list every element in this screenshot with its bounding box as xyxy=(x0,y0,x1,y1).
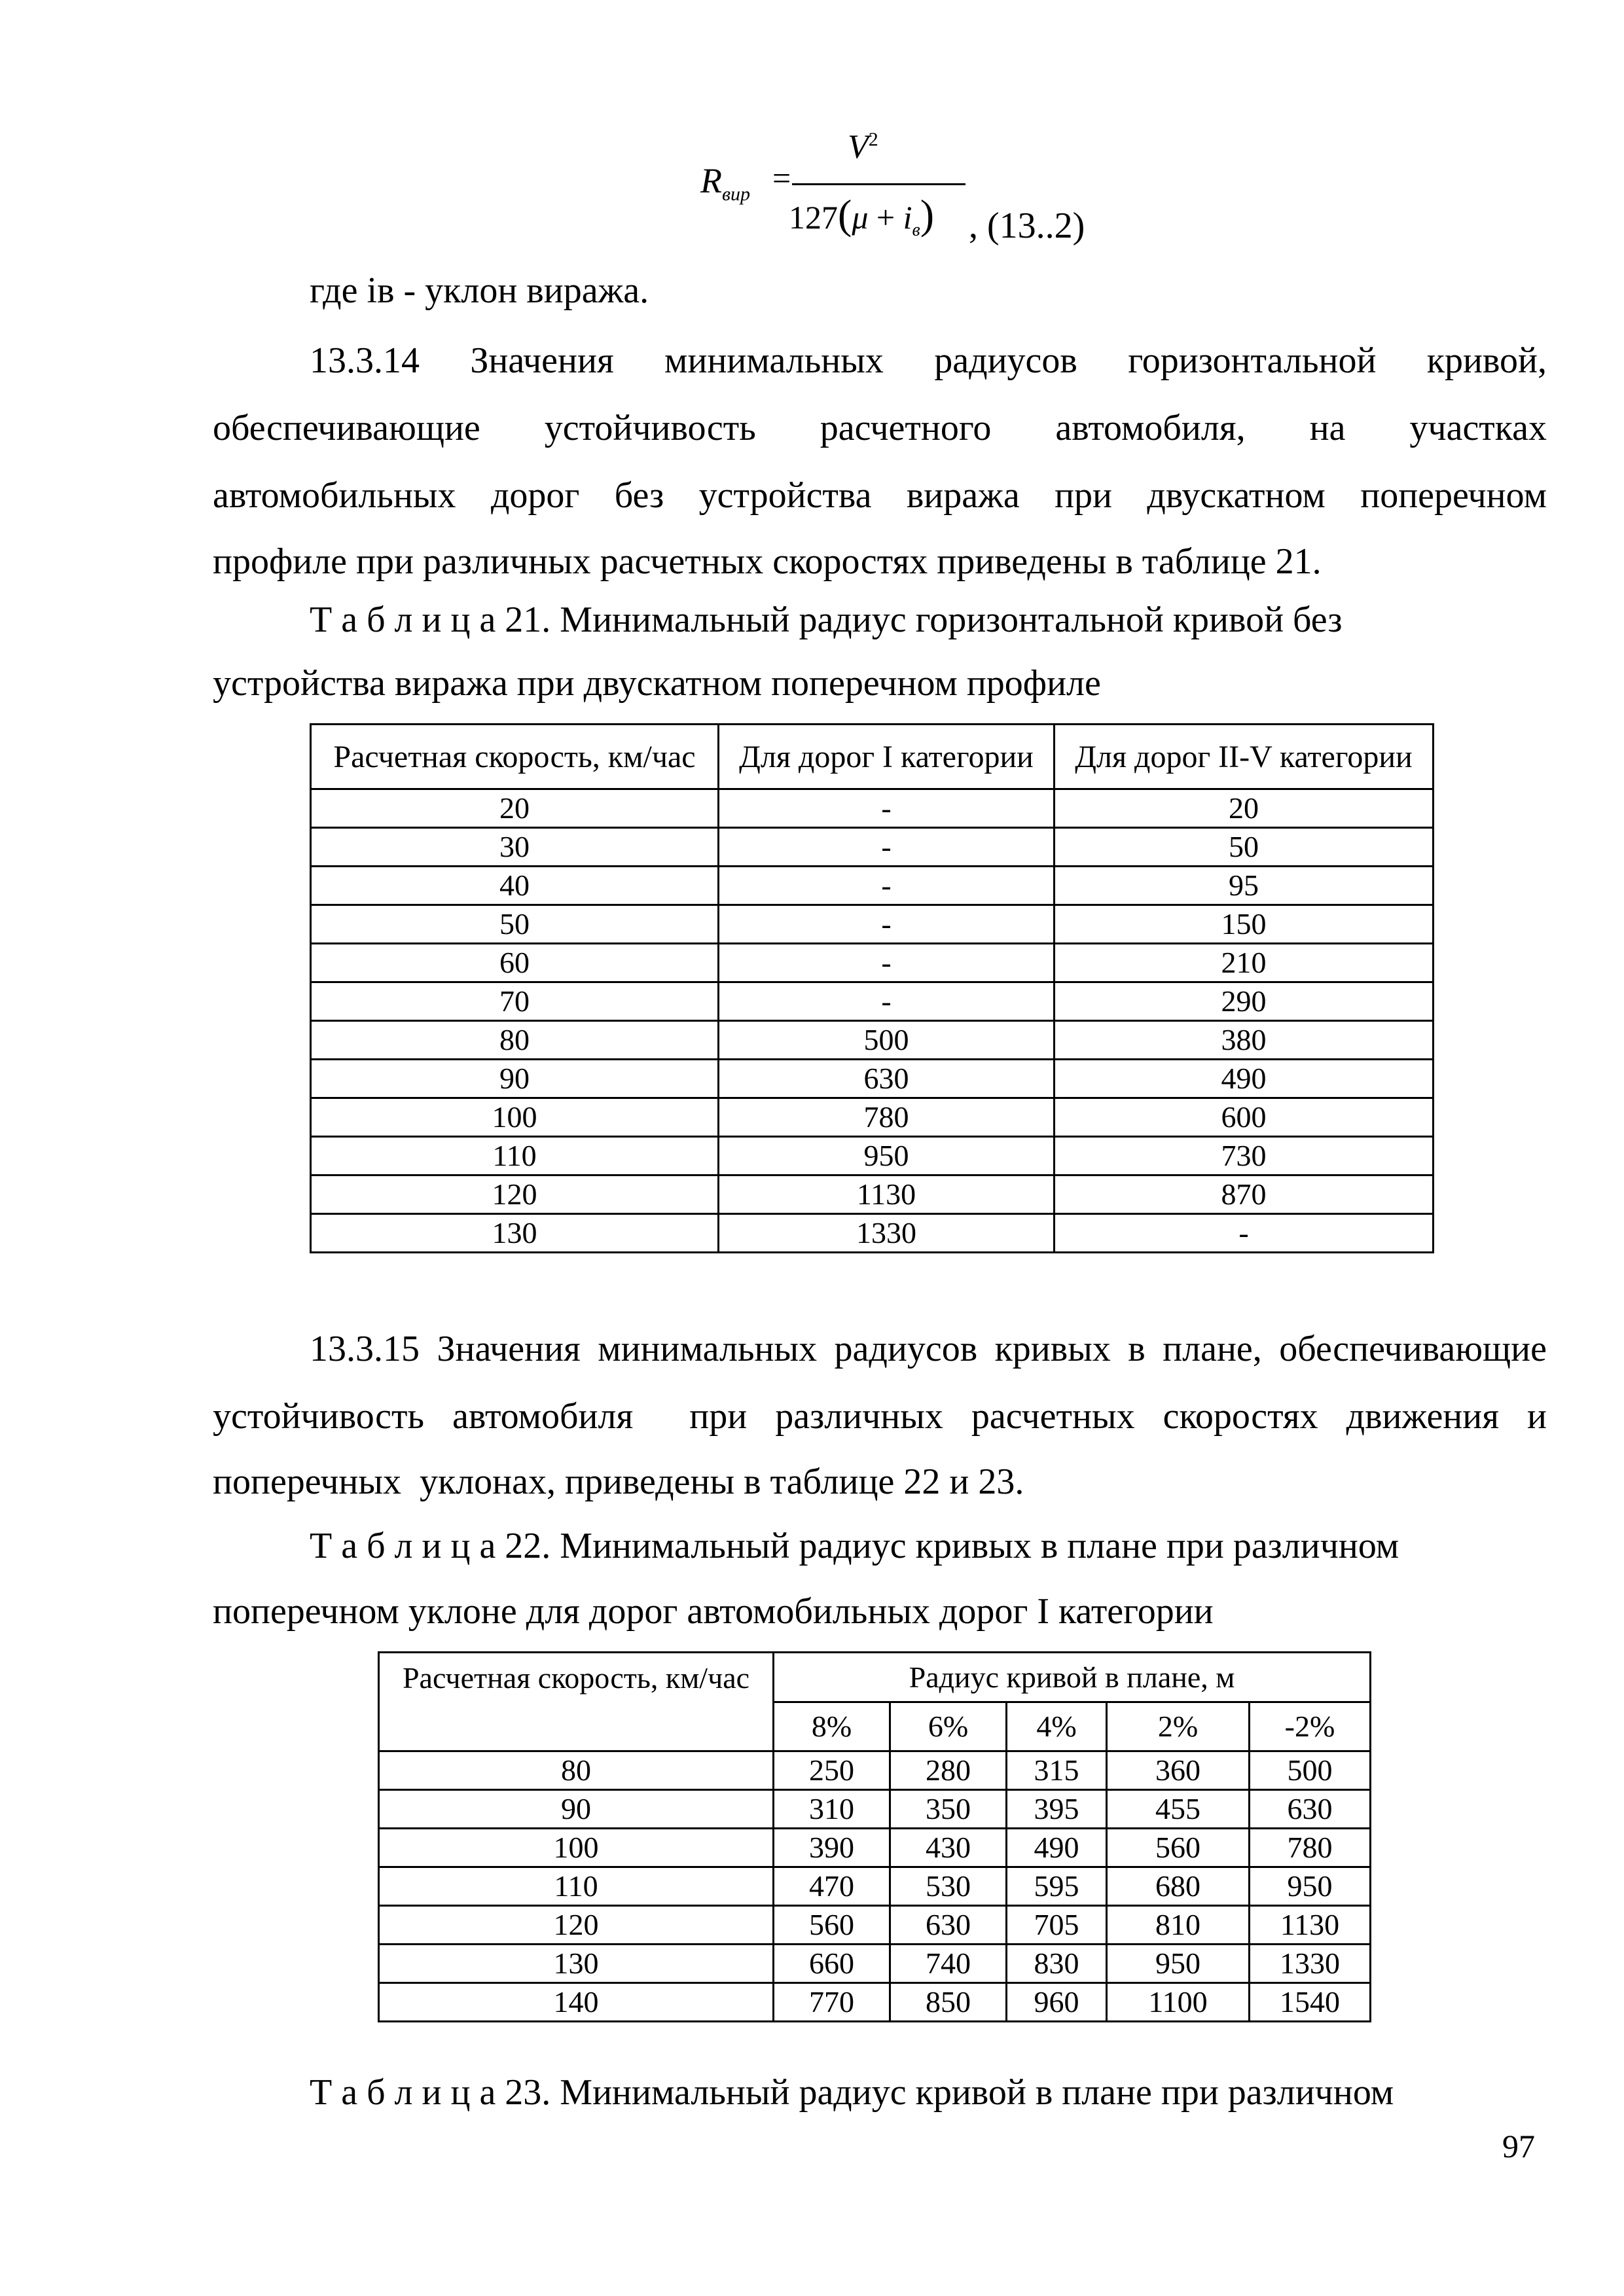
formula-denominator: $127(\mu + i_в)$ xyxy=(789,191,934,240)
formula xyxy=(694,128,1100,259)
table21-caption-line2: устройства виража при двускатном поперечном профиле xyxy=(213,663,1101,704)
header-category-2-5: Для дорог II-V категории xyxy=(1055,725,1434,789)
header-category-1: Для дорог I категории xyxy=(719,725,1055,789)
table-row: 40 - 95 xyxy=(311,867,1434,905)
para-13-3-14-line4: профиле при различных расчетных скоростях приведены в таблице 21. xyxy=(213,541,1322,582)
header-slope: 4% xyxy=(1007,1702,1107,1751)
header-radius-group: Радиус кривой в плане, м xyxy=(774,1653,1371,1702)
where-line: где iв - уклон виража. xyxy=(310,270,649,311)
page-number: 97 xyxy=(1502,2128,1535,2164)
table-21 xyxy=(310,723,1434,1253)
formula-equals: = xyxy=(772,160,791,196)
para-13-3-15-line1: 13.3.15 Значения минимальных радиусов кривых в плане, обеспечивающие xyxy=(310,1329,1547,1369)
table-row: 110 950 730 xyxy=(311,1137,1434,1175)
table-row: 140 770 850 960 1100 1540 xyxy=(379,1983,1371,2022)
para-13-3-15-line2: устойчивость автомобиля при различных расчетных скоростях движения и xyxy=(213,1396,1547,1437)
table-row: 120 1130 870 xyxy=(311,1175,1434,1214)
table-row: 90 310 350 395 455 630 xyxy=(379,1790,1371,1829)
para-13-3-15-line3: поперечных уклонах, приведены в таблице 22 и 23. xyxy=(213,1462,1024,1502)
table-row: 100 780 600 xyxy=(311,1098,1434,1137)
fraction-line xyxy=(792,183,965,185)
table-row: 60 - 210 xyxy=(311,944,1434,982)
header-slope: 8% xyxy=(774,1702,890,1751)
table-row: 70 - 290 xyxy=(311,982,1434,1021)
table-row: 130 1330 - xyxy=(311,1214,1434,1253)
table-row: 120 560 630 705 810 1130 xyxy=(379,1906,1371,1945)
formula-lhs: $R_{вир}$ xyxy=(700,161,751,205)
table23-caption: Т а б л и ц а 23. Минимальный радиус кривой в плане при различном xyxy=(310,2072,1394,2113)
table-row: 130 660 740 830 950 1330 xyxy=(379,1945,1371,1983)
table-row: 100 390 430 490 560 780 xyxy=(379,1829,1371,1867)
formula-numerator: $V^2$ xyxy=(848,128,878,166)
table-header-row xyxy=(379,1653,1371,1702)
table22-caption-line2: поперечном уклоне для дорог автомобильных дорог I категории xyxy=(213,1591,1214,1632)
para-13-3-14-line3: автомобильных дорог без устройства виража при двускатном поперечном xyxy=(213,475,1547,516)
table-header-row xyxy=(311,725,1434,789)
table-row: 20 - 20 xyxy=(311,789,1434,828)
header-speed: Расчетная скорость, км/час xyxy=(379,1653,774,1751)
table-row: 90 630 490 xyxy=(311,1060,1434,1098)
header-slope: 2% xyxy=(1107,1702,1250,1751)
table-row: 110 470 530 595 680 950 xyxy=(379,1867,1371,1906)
table22-caption-line1: Т а б л и ц а 22. Минимальный радиус кривых в плане при различном xyxy=(310,1526,1399,1566)
header-speed: Расчетная скорость, км/час xyxy=(311,725,719,789)
header-slope: 6% xyxy=(890,1702,1007,1751)
table-row: 30 - 50 xyxy=(311,828,1434,867)
table-row: 50 - 150 xyxy=(311,905,1434,944)
table-row: 80 250 280 315 360 500 xyxy=(379,1751,1371,1790)
table-row: 80 500 380 xyxy=(311,1021,1434,1060)
para-13-3-14-line2: обеспечивающие устойчивость расчетного автомобиля, на участках xyxy=(213,408,1547,448)
formula-number: , (13..2) xyxy=(969,206,1085,246)
para-13-3-14-line1: 13.3.14 Значения минимальных радиусов горизонтальной кривой, xyxy=(310,340,1547,381)
table21-caption-line1: Т а б л и ц а 21. Минимальный радиус горизонтальной кривой без xyxy=(310,600,1343,640)
header-slope: -2% xyxy=(1250,1702,1371,1751)
table-22 xyxy=(378,1651,1371,2022)
